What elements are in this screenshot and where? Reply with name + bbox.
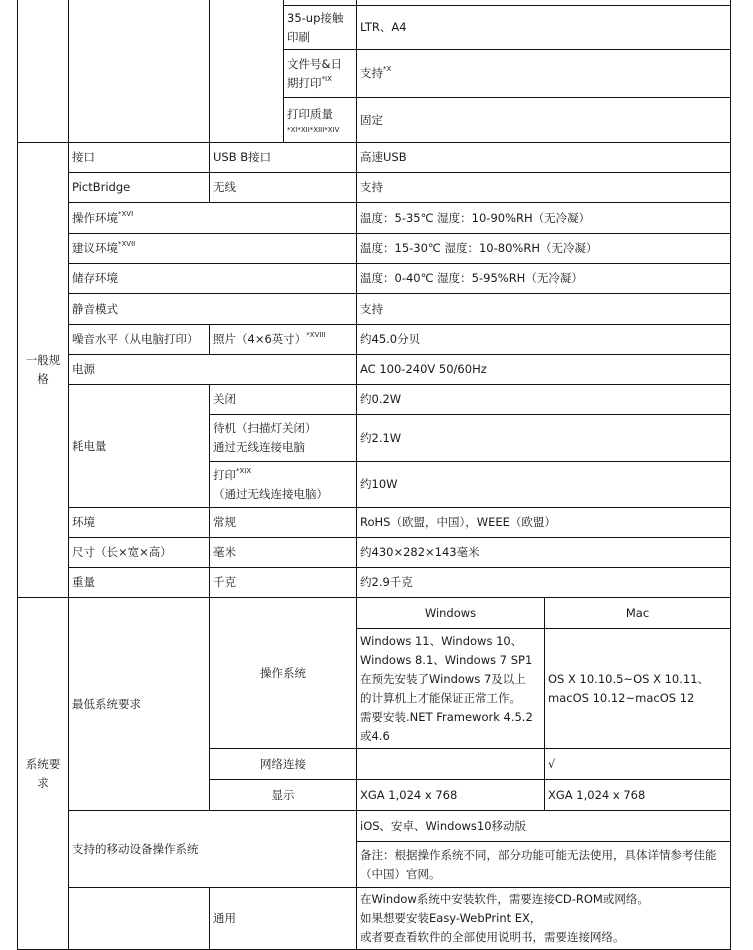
display-windows-value: XGA 1,024 x 768 [357, 780, 545, 811]
environment-label: 环境 [69, 508, 210, 538]
consumption-label: 耗电量 [69, 385, 210, 508]
consumption-off-sub: 关闭 [210, 385, 357, 415]
quiet-mode-value: 支持 [357, 294, 731, 325]
consumption-print-sub: 打印$^{*XIX}$ （通过无线连接电脑） [210, 462, 357, 508]
weight-value: 约2.9千克 [357, 568, 731, 598]
noise-sub: 照片（4×6英寸）$^{*XVIII}$ [210, 325, 357, 355]
network-mac-value: √ [545, 749, 731, 780]
software-general-value: 在Window系统中安装软件，需要连接CD-ROM或网络。 如果想要安装Easy-WebPrint EX， 或者要查看软件的全部使用说明书，需要连接网络。 [357, 888, 731, 950]
consumption-standby-value: 约2.1W [357, 415, 731, 462]
interface-value: 高速USB [357, 143, 731, 173]
print-quality-value: 固定 [357, 98, 731, 143]
mac-header: Mac [545, 598, 731, 629]
environment-value: RoHS（欧盟，中国），WEEE（欧盟） [357, 508, 731, 538]
recommended-env-value: 温度：15-30℃ 湿度：10-80%RH（无冷凝） [357, 234, 731, 264]
power-value: AC 100-240V 50/60Hz [357, 355, 731, 385]
network-windows-value [357, 749, 545, 780]
pictbridge-value: 支持 [357, 173, 731, 203]
noise-value: 约45.0分贝 [357, 325, 731, 355]
mobile-value: iOS、安卓、Windows10移动版 [357, 811, 731, 842]
mobile-label: 支持的移动设备操作系统 [69, 811, 357, 888]
consumption-standby-sub: 待机（扫描灯关闭） 通过无线连接电脑 [210, 415, 357, 462]
environment-sub: 常规 [210, 508, 357, 538]
top-sub-cell [210, 0, 284, 143]
windows-header: Windows [357, 598, 545, 629]
top-label-cell [69, 0, 210, 143]
recommended-env-label: 建议环境$^{*XVII}$ [69, 234, 357, 264]
os-mac-value: OS X 10.10.5~OS X 10.11、 macOS 10.12~macOS 12 [545, 629, 731, 749]
software-general-sub: 通用 [210, 888, 357, 950]
quiet-mode-label: 静音模式 [69, 294, 357, 325]
min-req-label: 最低系统要求 [69, 598, 210, 811]
os-label: 操作系统 [210, 598, 357, 749]
contact-print-label: 35-up接触印刷 [284, 6, 357, 50]
interface-label: 接口 [69, 143, 210, 173]
operating-env-label: 操作环境$^{*XVI}$ [69, 203, 357, 234]
storage-env-label: 储存环境 [69, 264, 357, 294]
pictbridge-sub: 无线 [210, 173, 357, 203]
dimensions-label: 尺寸（长×宽×高） [69, 538, 210, 568]
dimensions-value: 约430×282×143毫米 [357, 538, 731, 568]
top-section-cell [18, 0, 69, 143]
spec-table [17, 0, 731, 950]
print-quality-label: 打印质量 *XI*XII*XIII*XIV [284, 98, 357, 143]
interface-sub: USB B接口 [210, 143, 357, 173]
software-label [69, 888, 210, 950]
consumption-print-value: 约10W [357, 462, 731, 508]
storage-env-value: 温度：0-40℃ 湿度：5-95%RH（无冷凝） [357, 264, 731, 294]
network-label: 网络连接 [210, 749, 357, 780]
contact-print-value: LTR、A4 [357, 6, 731, 50]
operating-env-value: 温度：5-35℃ 湿度：10-90%RH（无冷凝） [357, 203, 731, 234]
os-windows-value: Windows 11、Windows 10、 Windows 8.1、Windows 7 SP1 在预先安装了Windows 7及以上 的计算机上才能保证正常工作。 需要安装.NET Framework 4.5.2 或4.6 [357, 629, 545, 749]
display-mac-value: XGA 1,024 x 768 [545, 780, 731, 811]
noise-label: 噪音水平（从电脑打印） [69, 325, 210, 355]
section-system: 系统要求 [18, 598, 69, 950]
power-label: 电源 [69, 355, 357, 385]
section-general: 一般规格 [18, 143, 69, 598]
date-print-label: 文件号&日期打印$^{*IX}$ [284, 50, 357, 98]
display-label: 显示 [210, 780, 357, 811]
dimensions-sub: 毫米 [210, 538, 357, 568]
pictbridge-label: PictBridge [69, 173, 210, 203]
date-print-value: 支持$^{*X}$ [357, 50, 731, 98]
weight-sub: 千克 [210, 568, 357, 598]
consumption-off-value: 约0.2W [357, 385, 731, 415]
weight-label: 重量 [69, 568, 210, 598]
mobile-note: 备注：根据操作系统不同，部分功能可能无法使用，具体详情参考佳能（中国）官网。 [357, 842, 731, 888]
